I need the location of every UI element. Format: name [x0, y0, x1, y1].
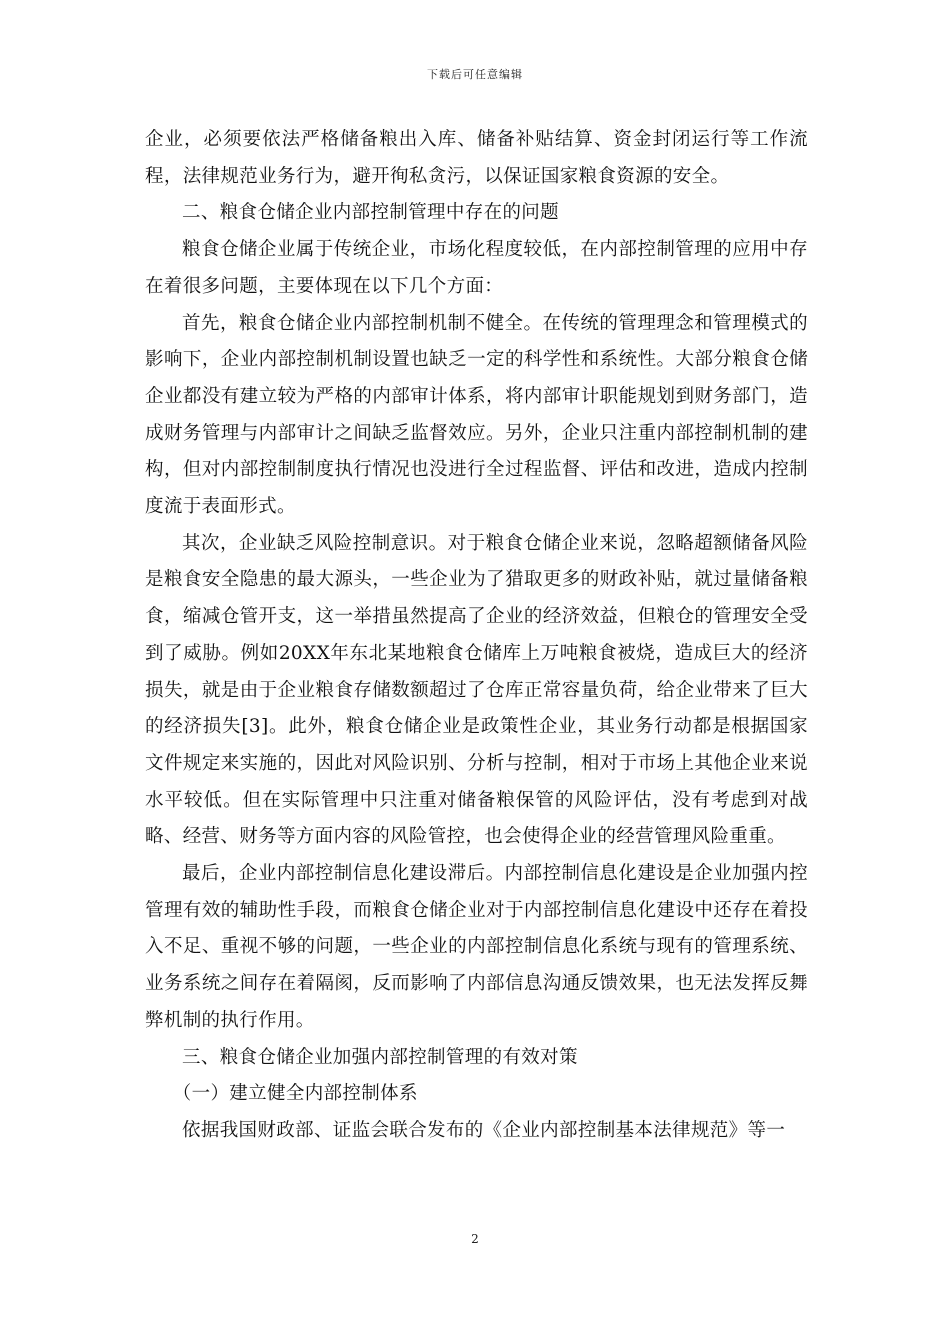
document-body [145, 122, 808, 1150]
paragraph-problem-mechanism: 首先，粮食仓储企业内部控制机制不健全。在传统的管理理念和管理模式的影响下，企业内部控制机制设置也缺乏一定的科学性和系统性。大部分粮食仓储企业都没有建立较为严格的内部审计体系，将内部审计职能规划到财务部门，造成财务管理与内部审计之间缺乏监督效应。另外，企业只注重内部控制机制的建构，但对内部控制制度执行情况也没进行全过程监督、评估和改进，造成内控制度流于表面形式。 [145, 312, 808, 518]
section-heading-3: 三、粮食仓储企业加强内部控制管理的有效对策 [182, 1046, 578, 1068]
paragraph-problem-informatization: 最后，企业内部控制信息化建设滞后。内部控制信息化建设是企业加强内控管理有效的辅助性手段，而粮食仓储企业对于内部控制信息化建设中还存在着投入不足、重视不够的问题，一些企业的内部控制信息化系统与现有的管理系统、业务系统之间存在着隔阂，反而影响了内部信息沟通反馈效果，也无法发挥反舞弊机制的执行作用。 [145, 863, 808, 1031]
page-number: 2 [471, 1232, 479, 1246]
paragraph-intro-problems: 粮食仓储企业属于传统企业，市场化程度较低，在内部控制管理的应用中存在着很多问题，主要体现在以下几个方面： [145, 239, 808, 297]
page-header: 下载后可任意编辑 [427, 68, 523, 81]
subsection-heading-3-1: （一）建立健全内部控制体系 [172, 1083, 418, 1105]
paragraph-problem-risk: 其次，企业缺乏风险控制意识。对于粮食仓储企业来说，忽略超额储备风险是粮食安全隐患的最大源头，一些企业为了猎取更多的财政补贴，就过量储备粮食，缩减仓管开支，这一举措虽然提高了企业的经济效益，但粮仓的管理安全受到了威胁。例如20XX年东北某地粮食仓储库上万吨粮食被烧，造成巨大的经济损失，就是由于企业粮食存储数额超过了仓库正常容量负荷，给企业带来了巨大的经济损失[3]。此外，粮食仓储企业是政策性企业，其业务行动都是根据国家文件规定来实施的，因此对风险识别、分析与控制，相对于市场上其他企业来说水平较低。但在实际管理中只注重对储备粮保管的风险评估，没有考虑到对战略、经营、财务等方面内容的风险管控，也会使得企业的经营管理风险重重。 [145, 532, 808, 848]
paragraph-continued: 企业，必须要依法严格储备粮出入库、储备补贴结算、资金封闭运行等工作流程，法律规范业务行为，避开徇私贪污，以保证国家粮食资源的安全。 [145, 129, 808, 187]
section-heading-2: 二、粮食仓储企业内部控制管理中存在的问题 [182, 202, 560, 224]
paragraph-countermeasure-start: 依据我国财政部、证监会联合发布的《企业内部控制基本法律规范》等一 [182, 1119, 786, 1141]
